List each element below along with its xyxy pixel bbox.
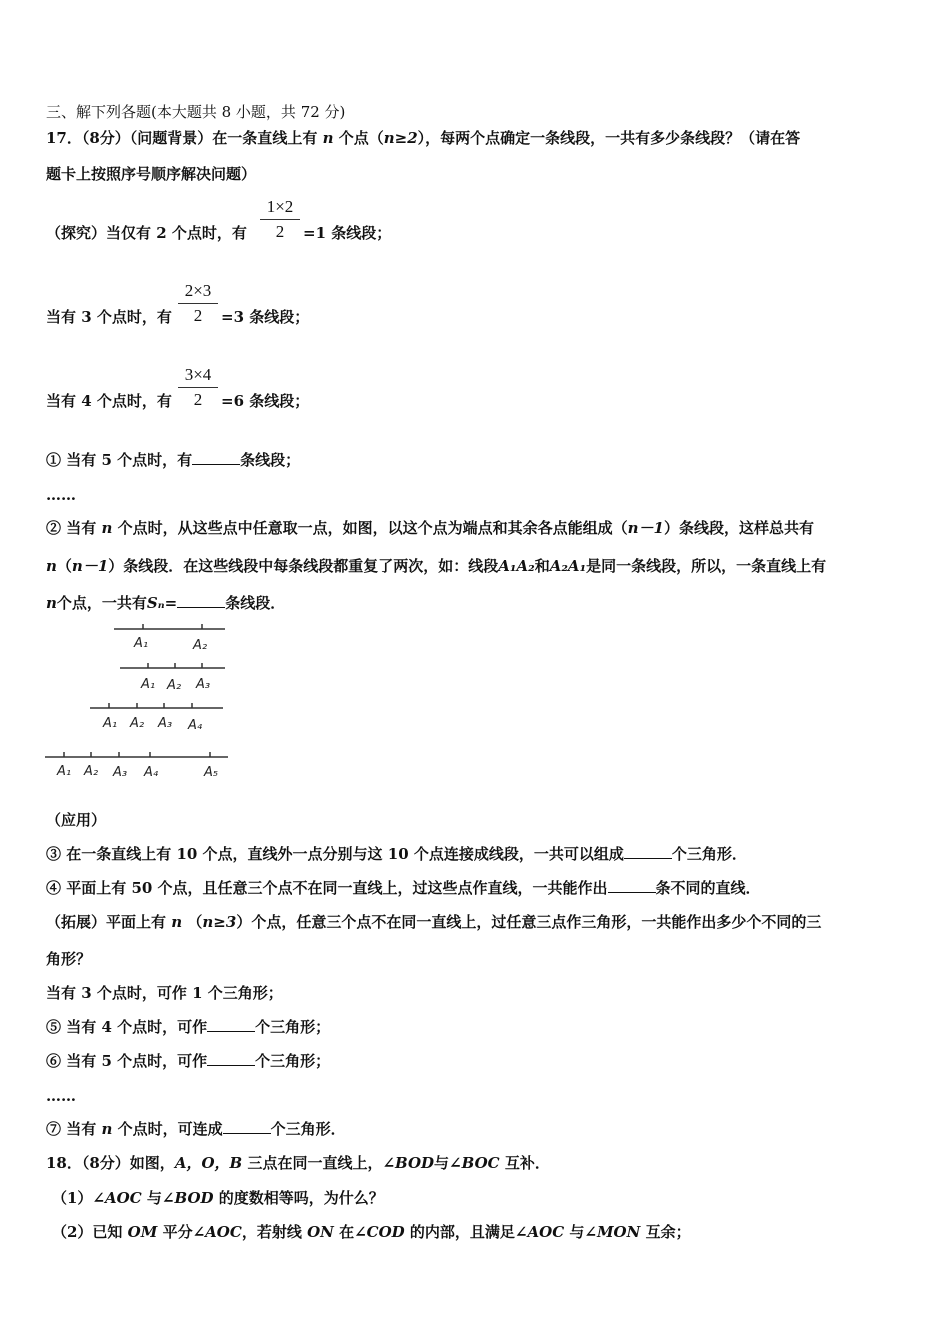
item-2: ② 当有 n 个点时，从这些点中任意取一点，如图，以这个点为端点和其余各点能组成（n－1）条线段，这样总共有 <box>46 519 814 537</box>
diagram-label: A₂ <box>193 638 208 653</box>
diagram-label: A₃ <box>158 716 173 731</box>
diagram-row-4 <box>45 752 228 757</box>
explore-line-3: 当有 4 个点时，有 <box>46 392 172 410</box>
extend-line2: 角形？ <box>46 950 92 968</box>
explore-line-3-end: =6 条线段； <box>221 392 310 410</box>
item-3: ③ 在一条直线上有 10 个点，直线外一点分别与这 10 个点连接成线段，一共可以组成 个三角形． <box>46 845 747 863</box>
diagram-label: A₂ <box>84 764 99 779</box>
tri-3: 当有 3 个点时，可作 1 个三角形； <box>46 984 283 1002</box>
ellipsis-1: …… <box>46 486 76 504</box>
fraction-2: $\frac{2\times 3}{2}$ <box>178 281 218 326</box>
diagram-label: A₄ <box>144 765 159 780</box>
q18-part1: （1）∠AOC 与∠BOD 的度数相等吗，为什么？ <box>52 1189 384 1207</box>
explore-line-1-end: =1 条线段； <box>303 224 392 242</box>
item-6: ⑥ 当有 5 个点时，可作 个三角形； <box>46 1052 331 1070</box>
answer-blank[interactable] <box>207 1017 255 1032</box>
diagram-row-1 <box>114 624 225 629</box>
explore-line-2-end: =3 条线段； <box>221 308 310 326</box>
diagram-label: A₁ <box>57 764 72 779</box>
diagram-label: A₄ <box>188 718 203 733</box>
diagram-label: A₁ <box>134 636 149 651</box>
ellipsis-2: …… <box>46 1087 76 1105</box>
diagram-label: A₁ <box>141 677 156 692</box>
explore-line-2: 当有 3 个点时，有 <box>46 308 172 326</box>
apply-title: （应用） <box>46 811 107 829</box>
item-4: ④ 平面上有 50 个点，且任意三个点不在同一直线上，过这些点作直线，一共能作出 条不同的直线． <box>46 879 761 897</box>
item-2-line3: n个点，一共有Sₙ= 条线段． <box>46 594 286 612</box>
section-header: 三、解下列各题(本大题共 8 小题，共 72 分) <box>46 103 346 121</box>
fraction-1: $\frac{1\times 2}{2}$ <box>260 197 300 242</box>
item-1: ① 当有 5 个点时，有 条线段； <box>46 451 301 469</box>
extend: （拓展）平面上有 n （n≥3）个点，任意三个点不在同一直线上，过任意三点作三角形，一共能作出多少个不同的三 <box>46 913 822 931</box>
item-5: ⑤ 当有 4 个点时，可作 个三角形； <box>46 1018 331 1036</box>
answer-blank[interactable] <box>177 593 225 608</box>
answer-blank[interactable] <box>207 1051 255 1066</box>
diagram-label: A₂ <box>167 678 182 693</box>
diagram-label: A₁ <box>103 716 118 731</box>
diagram-row-2 <box>120 663 225 668</box>
diagram-label: A₂ <box>130 716 145 731</box>
explore-line-1: （探究）当仅有 2 个点时，有 <box>46 224 247 242</box>
q18-intro: 18．（8分）如图，A，O，B 三点在同一直线上，∠BOD与∠BOC 互补． <box>46 1154 550 1172</box>
answer-blank[interactable] <box>624 844 672 859</box>
segments-diagram <box>40 620 240 785</box>
answer-blank[interactable] <box>608 878 656 893</box>
q17-intro-line2: 题卡上按照序号顺序解决问题） <box>46 165 257 183</box>
answer-blank[interactable] <box>192 450 240 465</box>
item-2-line2: n（n－1）条线段．在这些线段中每条线段都重复了两次，如：线段A₁A₂和A₂A₁是同一条线段，所以，一条直线上有 <box>46 557 827 575</box>
diagram-label: A₃ <box>196 677 211 692</box>
answer-blank[interactable] <box>223 1119 271 1134</box>
diagram-row-3 <box>90 703 223 708</box>
q18-part2: （2）已知 OM 平分∠AOC，若射线 ON 在∠COD 的内部，且满足∠AOC 与∠MON 互余； <box>52 1223 691 1241</box>
diagram-label: A₃ <box>113 765 128 780</box>
q17-intro: 17．（8分）（问题背景）在一条直线上有 n 个点（n≥2），每两个点确定一条线段，一共有多少条线段？（请在答 <box>46 129 801 147</box>
fraction-3: $\frac{3\times 4}{2}$ <box>178 365 218 410</box>
diagram-label: A₅ <box>204 765 219 780</box>
item-7: ⑦ 当有 n 个点时，可连成 个三角形． <box>46 1120 346 1138</box>
